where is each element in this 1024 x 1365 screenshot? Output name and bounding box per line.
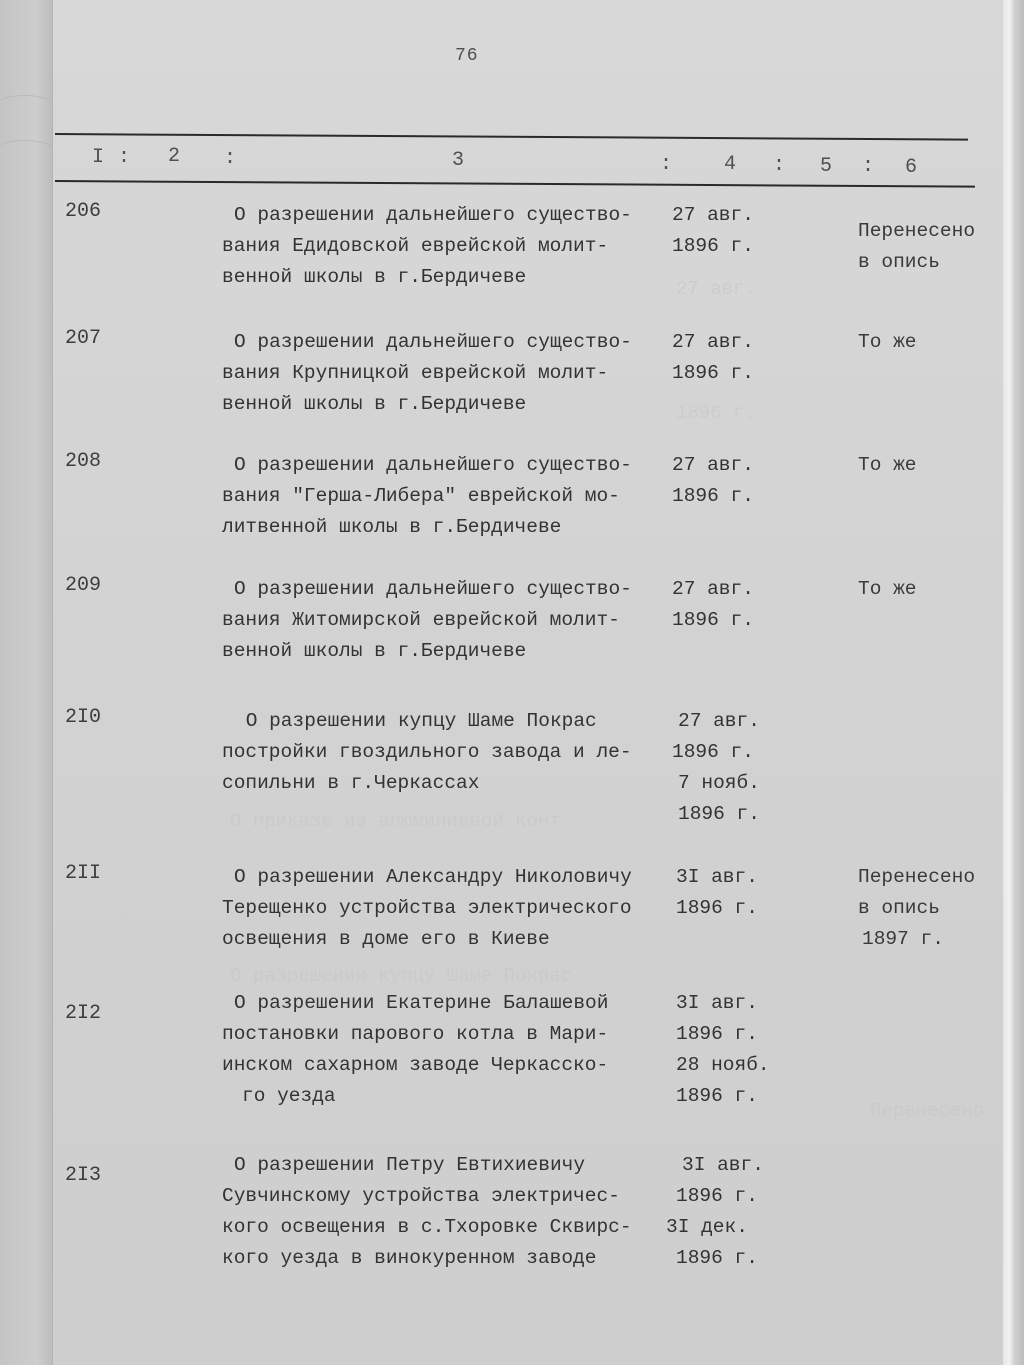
date-line: 28 нояб. (676, 1054, 770, 1076)
entry-dates (676, 988, 770, 1112)
entry-number: 2I3 (65, 1164, 102, 1187)
entry-number: 2I0 (65, 706, 102, 729)
entry-dates (672, 450, 754, 512)
date-line: 1896 г. (676, 1185, 758, 1207)
title-line: венной школы в г.Бердичеве (222, 393, 527, 415)
note-line: То же (858, 331, 917, 353)
note-line: в опись (858, 897, 940, 919)
entry-title (222, 862, 632, 955)
title-line: вания Едидовской еврейской молит- (222, 235, 609, 257)
page-number: 76 (455, 46, 479, 66)
note-line: То же (858, 454, 917, 476)
date-line: 3I авг. (682, 1154, 764, 1176)
title-line: вания Крупницкой еврейской молит- (222, 362, 609, 384)
date-line: 1896 г. (672, 235, 754, 257)
title-line: постановки парового котла в Мари- (222, 1023, 609, 1045)
title-line: литвенной школы в г.Бердичеве (222, 516, 562, 538)
title-line: О разрешении купцу Шаме Покрас (234, 710, 597, 732)
entry-dates (672, 327, 754, 389)
entry-note (858, 862, 975, 955)
entry-number: 2I2 (65, 1002, 102, 1025)
entry-title (222, 574, 632, 667)
entry-dates (672, 574, 754, 636)
title-line: кого уезда в винокуренном заводе (222, 1247, 597, 1269)
entry-note (858, 216, 975, 278)
date-line: 1896 г. (676, 1085, 758, 1107)
bleed-through-text: О разрешении купцу Шаме Покрас (230, 965, 573, 987)
date-line: 1896 г. (672, 485, 754, 507)
title-line: О разрешении дальнейшего существо- (234, 454, 632, 476)
entry-number: 207 (65, 327, 102, 350)
date-line: 27 авг. (672, 331, 754, 353)
title-line: инском сахарном заводе Черкасско- (222, 1054, 609, 1076)
entry-title (222, 327, 632, 420)
date-line: 1896 г. (676, 897, 758, 919)
date-line: 27 авг. (672, 578, 754, 600)
entry-number: 206 (65, 200, 102, 223)
date-line: 1896 г. (672, 741, 754, 763)
title-line: О разрешении Екатерине Балашевой (234, 992, 609, 1014)
date-line: 7 нояб. (678, 772, 760, 794)
date-line: 1896 г. (676, 1247, 758, 1269)
entry-dates (672, 706, 760, 830)
title-line: вания "Герша-Либера" еврейской мо- (222, 485, 620, 507)
note-line: То же (858, 578, 917, 600)
title-line: вания Житомирской еврейской молит- (222, 609, 620, 631)
bleed-through-text: О приказе из алюминиевой конт (230, 810, 561, 832)
entry-note (858, 574, 917, 605)
header-col-4: 4 (724, 153, 737, 176)
title-line: О разрешении дальнейшего существо- (234, 331, 632, 353)
date-line: 1896 г. (672, 609, 754, 631)
book-binding-gutter (0, 0, 53, 1365)
gutter-curve (0, 140, 60, 171)
entry-number: 209 (65, 574, 102, 597)
header-separator: : (862, 155, 875, 178)
title-line: венной школы в г.Бердичеве (222, 640, 527, 662)
header-col-3: 3 (452, 149, 465, 172)
date-line: 27 авг. (672, 204, 754, 226)
entry-number: 2II (65, 862, 102, 885)
date-line: 3I авг. (676, 866, 758, 888)
note-line: в опись (858, 251, 940, 273)
bleed-through-text: 27 авг. (676, 278, 756, 300)
title-line: О разрешении дальнейшего существо- (234, 578, 632, 600)
note-line: Перенесено (858, 866, 976, 888)
title-line: Сувчинскому устройства электричес- (222, 1185, 620, 1207)
note-line: 1897 г. (862, 928, 944, 950)
entry-title (222, 706, 632, 799)
header-col-1: I (92, 146, 105, 169)
date-line: 3I дек. (666, 1216, 748, 1238)
date-line: 1896 г. (678, 803, 760, 825)
title-line: освещения в доме его в Киеве (222, 928, 550, 950)
header-col-5: 5 (820, 155, 833, 178)
bleed-through-text: 1896 г. (676, 402, 756, 424)
entry-dates (676, 862, 758, 924)
entry-dates (672, 200, 754, 262)
entry-dates (666, 1150, 764, 1274)
title-line: го уезда (242, 1085, 336, 1107)
header-separator: : (660, 153, 673, 176)
title-line: О разрешении дальнейшего существо- (234, 204, 632, 226)
header-separator: : (773, 154, 786, 177)
date-line: 3I авг. (676, 992, 758, 1014)
entry-title (222, 450, 632, 543)
title-line: кого освещения в с.Тхоровке Сквирс- (222, 1216, 632, 1238)
page-edge (1003, 0, 1024, 1365)
date-line: 1896 г. (676, 1023, 758, 1045)
date-line: 27 авг. (672, 454, 754, 476)
title-line: венной школы в г.Бердичеве (222, 266, 527, 288)
header-separator: : (118, 146, 131, 169)
title-line: О разрешении Александру Николовичу (234, 866, 632, 888)
entry-title (222, 988, 608, 1112)
entry-title (222, 1150, 632, 1274)
entry-note (858, 450, 917, 481)
entry-number: 208 (65, 450, 102, 473)
entry-note (858, 327, 917, 358)
header-separator: : (224, 147, 237, 170)
note-line: Перенесено (858, 220, 976, 242)
gutter-curve (0, 95, 60, 126)
title-line: постройки гвоздильного завода и ле- (222, 741, 632, 763)
title-line: Терещенко устройства электрического (222, 897, 632, 919)
date-line: 1896 г. (672, 362, 754, 384)
title-line: О разрешении Петру Евтихиевичу (234, 1154, 586, 1176)
header-col-2: 2 (168, 145, 181, 168)
date-line: 27 авг. (678, 710, 760, 732)
entry-title (222, 200, 632, 293)
title-line: сопильни в г.Черкассах (222, 772, 480, 794)
bleed-through-text: Перенесено (870, 1100, 985, 1122)
header-col-6: 6 (905, 156, 918, 179)
